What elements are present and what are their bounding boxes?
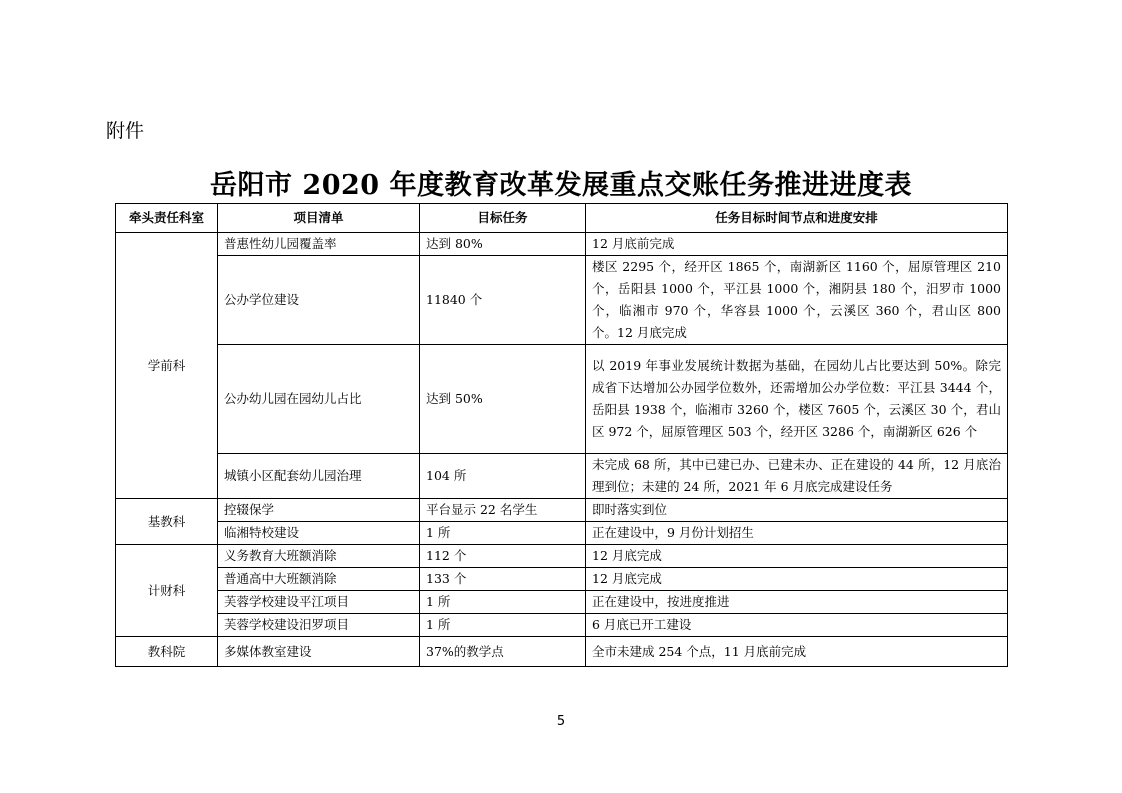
project-cell: 普惠性幼儿园覆盖率 (218, 233, 420, 256)
target-cell: 1 所 (420, 591, 586, 614)
header-target: 目标任务 (420, 204, 586, 233)
target-cell: 平台显示 22 名学生 (420, 499, 586, 522)
department-cell: 学前科 (116, 233, 218, 499)
schedule-cell: 12 月底完成 (586, 545, 1008, 568)
project-cell: 控辍保学 (218, 499, 420, 522)
schedule-cell: 以 2019 年事业发展统计数据为基础，在园幼儿占比要达到 50%。除完成省下达增加公办园学位数外，还需增加公办学位数：平江县 3444 个，岳阳县 1938 个，临湘市 3260 个，楼区 7605 个，云溪区 30 个，君山区 972 个，屈原管理区 503 个，经开区 3286 个，南湖新区 626 个 (586, 345, 1008, 454)
project-cell: 公办幼儿园在园幼儿占比 (218, 345, 420, 454)
target-cell: 达到 50% (420, 345, 586, 454)
target-cell: 11840 个 (420, 256, 586, 345)
header-project: 项目清单 (218, 204, 420, 233)
project-cell: 城镇小区配套幼儿园治理 (218, 454, 420, 499)
project-cell: 公办学位建设 (218, 256, 420, 345)
project-cell: 义务教育大班额消除 (218, 545, 420, 568)
table-row (116, 614, 1008, 637)
department-cell: 计财科 (116, 545, 218, 637)
table-row (116, 256, 1008, 345)
table-row (116, 568, 1008, 591)
table-row (116, 591, 1008, 614)
project-cell: 普通高中大班额消除 (218, 568, 420, 591)
header-schedule: 任务目标时间节点和进度安排 (586, 204, 1008, 233)
target-cell: 1 所 (420, 614, 586, 637)
table-header-row (116, 204, 1008, 233)
project-cell: 芙蓉学校建设平江项目 (218, 591, 420, 614)
target-cell: 达到 80% (420, 233, 586, 256)
schedule-cell: 全市未建成 254 个点，11 月底前完成 (586, 637, 1008, 667)
table-row (116, 545, 1008, 568)
schedule-cell: 12 月底前完成 (586, 233, 1008, 256)
table-row (116, 522, 1008, 545)
header-department: 牵头责任科室 (116, 204, 218, 233)
project-cell: 临湘特校建设 (218, 522, 420, 545)
target-cell: 104 所 (420, 454, 586, 499)
table-row (116, 233, 1008, 256)
table-row (116, 499, 1008, 522)
schedule-cell: 未完成 68 所，其中已建已办、已建未办、正在建设的 44 所，12 月底治理到位；未建的 24 所，2021 年 6 月底完成建设任务 (586, 454, 1008, 499)
progress-table (115, 203, 1008, 667)
project-cell: 多媒体教室建设 (218, 637, 420, 667)
schedule-cell: 即时落实到位 (586, 499, 1008, 522)
department-cell: 教科院 (116, 637, 218, 667)
schedule-cell: 楼区 2295 个，经开区 1865 个，南湖新区 1160 个，屈原管理区 210 个，岳阳县 1000 个，平江县 1000 个，湘阴县 180 个，汨罗市 1000 个，临湘市 970 个，华容县 1000 个，云溪区 360 个，君山区 800 个。12 月底完成 (586, 256, 1008, 345)
schedule-cell: 12 月底完成 (586, 568, 1008, 591)
target-cell: 133 个 (420, 568, 586, 591)
schedule-cell: 正在建设中，9 月份计划招生 (586, 522, 1008, 545)
table-row (116, 637, 1008, 667)
document-title: 岳阳市 2020 年度教育改革发展重点交账任务推进进度表 (210, 170, 912, 201)
target-cell: 37%的教学点 (420, 637, 586, 667)
schedule-cell: 6 月底已开工建设 (586, 614, 1008, 637)
table-row (116, 345, 1008, 454)
department-cell: 基教科 (116, 499, 218, 545)
target-cell: 112 个 (420, 545, 586, 568)
page-number: 5 (556, 714, 566, 729)
schedule-cell: 正在建设中，按进度推进 (586, 591, 1008, 614)
attachment-label: 附件 (106, 120, 145, 142)
project-cell: 芙蓉学校建设汨罗项目 (218, 614, 420, 637)
target-cell: 1 所 (420, 522, 586, 545)
table-row (116, 454, 1008, 499)
